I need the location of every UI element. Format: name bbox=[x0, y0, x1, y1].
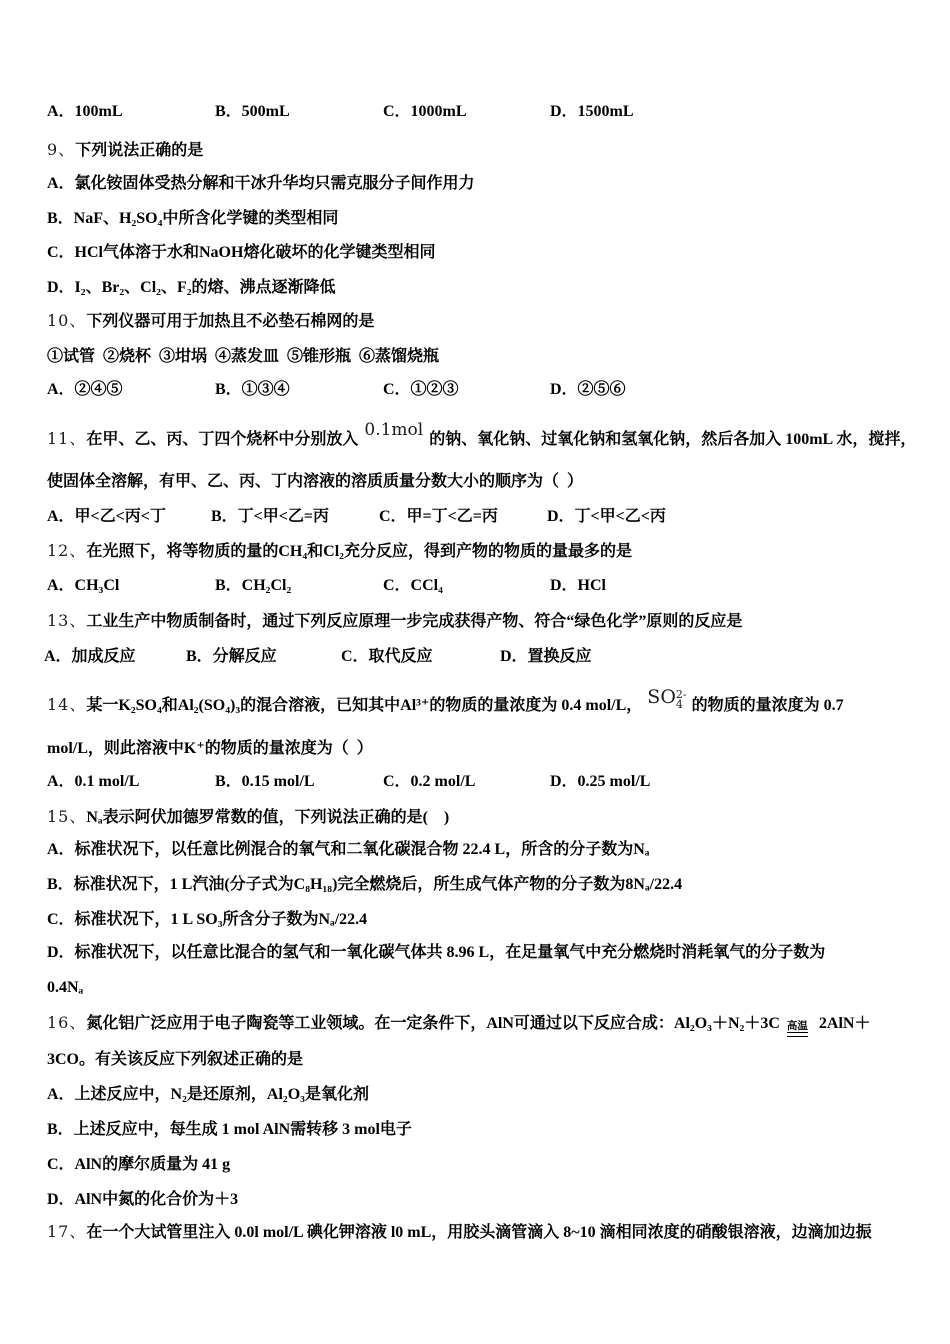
text-segment: D．HCl bbox=[550, 577, 607, 594]
text-segment: C．标准状况下，1 L SO₃所含分子数为Nₐ/22.4 bbox=[47, 911, 368, 928]
question-number: 9、 bbox=[47, 140, 76, 159]
inline-formula-raised: 0.1mol bbox=[364, 420, 424, 440]
question-14-options bbox=[0, 770, 950, 794]
text-segment: D．1500mL bbox=[550, 103, 634, 120]
question-14-stem bbox=[47, 686, 844, 714]
text-segment: D．0.25 mol/L bbox=[550, 773, 651, 790]
text-segment: A．100mL bbox=[47, 103, 123, 120]
condition-label: 高温 bbox=[786, 1021, 808, 1032]
text-segment: B．标准状况下，1 L汽油(分子式为C₈H₁₈)完全燃烧后，所生成气体产物的分子数为8Nₐ/22.4 bbox=[47, 876, 683, 893]
question-12-options-d bbox=[550, 574, 606, 598]
question-9-stem bbox=[47, 138, 203, 162]
text-segment: B．CH₂Cl₂ bbox=[215, 577, 292, 594]
text-segment: B．分解反应 bbox=[186, 648, 277, 665]
question-12-options-b bbox=[215, 574, 291, 598]
text-segment: C．HCl气体溶于水和NaOH熔化破坏的化学键类型相同 bbox=[47, 244, 436, 261]
text-segment: C．甲=丁<乙=丙 bbox=[379, 508, 498, 525]
question-14-options-c bbox=[383, 770, 475, 794]
question-16-stem bbox=[47, 1011, 870, 1035]
text-segment: B．0.15 mol/L bbox=[215, 773, 315, 790]
text-segment: B．①③④ bbox=[215, 381, 290, 398]
question-11-options-b bbox=[211, 505, 329, 529]
question-10-items bbox=[47, 345, 439, 369]
text-segment: ①试管 ②烧杯 ③坩埚 ④蒸发皿 ⑤锥形瓶 ⑥蒸馏烧瓶 bbox=[47, 348, 440, 365]
question-17-stem bbox=[47, 1220, 872, 1244]
question-number: 12、 bbox=[47, 541, 87, 560]
question-12-options bbox=[0, 574, 950, 598]
text-segment: D．②⑤⑥ bbox=[550, 381, 626, 398]
question-15-option-b bbox=[47, 873, 682, 897]
formula-subscript: 4 bbox=[675, 698, 683, 711]
text-segment: A．上述反应中，N₂是还原剂，Al₂O₃是氧化剂 bbox=[47, 1086, 369, 1103]
text-segment: 下列仪器可用于加热且不必垫石棉网的是 bbox=[86, 313, 375, 330]
formula-scripts bbox=[676, 690, 687, 710]
question-14-options-b bbox=[215, 770, 315, 794]
text-segment: A．标准状况下，以任意比例混合的氧气和二氧化碳混合物 22.4 L，所含的分子数为Nₐ bbox=[47, 841, 650, 858]
text-segment: C．CCl₄ bbox=[383, 577, 443, 594]
question-10-options-b bbox=[215, 378, 290, 402]
text-segment: 2AlN＋ bbox=[814, 1015, 871, 1032]
question-14-stem-2 bbox=[47, 737, 373, 761]
question-16-option-c bbox=[47, 1153, 230, 1177]
sulfate-ion-formula bbox=[647, 686, 686, 710]
question-13-stem bbox=[47, 609, 742, 633]
text-segment: C．取代反应 bbox=[341, 648, 433, 665]
text-segment: B．500mL bbox=[215, 103, 290, 120]
question-8-options bbox=[0, 100, 950, 124]
question-11-stem-2 bbox=[47, 470, 583, 494]
question-13-options-c bbox=[341, 645, 433, 669]
formula-superscript: 2- bbox=[675, 688, 687, 701]
text-segment: C．AlN的摩尔质量为 41 g bbox=[47, 1156, 231, 1173]
question-10-options-c bbox=[383, 378, 459, 402]
question-8-options-a bbox=[47, 100, 123, 124]
text-segment: A．CH₃Cl bbox=[47, 577, 120, 594]
question-9-option-a bbox=[47, 172, 475, 196]
text-segment: D．AlN中氮的化合价为＋3 bbox=[47, 1191, 239, 1208]
text-segment: D．标准状况下，以任意比混合的氢气和一氧化碳气体共 8.96 L，在足量氧气中充分燃烧时消耗氧气的分子数为 bbox=[47, 944, 826, 961]
question-16-option-d bbox=[47, 1188, 238, 1212]
text-segment: D．置换反应 bbox=[500, 648, 592, 665]
text-segment: Nₐ表示阿伏加德罗常数的值，下列说法正确的是( ) bbox=[86, 809, 450, 826]
question-9-option-d bbox=[47, 276, 336, 300]
text-segment: 的钠、氧化钠、过氧化钠和氢氧化钠，然后各加入 100mL 水，搅拌， bbox=[429, 431, 917, 448]
question-9-option-b bbox=[47, 207, 338, 231]
formula-base: SO bbox=[647, 686, 676, 708]
question-13-options-d bbox=[500, 645, 592, 669]
question-15-stem bbox=[47, 805, 449, 829]
text-segment: A．②④⑤ bbox=[47, 381, 123, 398]
text-segment: B．上述反应中，每生成 1 mol AlN需转移 3 mol电子 bbox=[47, 1121, 412, 1138]
text-segment: 0.4Nₐ bbox=[47, 979, 84, 996]
question-11-options-c bbox=[379, 505, 498, 529]
question-14-options-d bbox=[550, 770, 650, 794]
text-segment: A．氯化铵固体受热分解和干冰升华均只需克服分子间作用力 bbox=[47, 175, 475, 192]
text-segment: 使固体全溶解，有甲、乙、丙、丁内溶液的溶质质量分数大小的顺序为（ ） bbox=[47, 473, 584, 490]
question-11-stem bbox=[47, 418, 917, 448]
question-13-options-b bbox=[186, 645, 277, 669]
question-13-options bbox=[0, 645, 950, 669]
text-segment: B．丁<甲<乙=丙 bbox=[211, 508, 330, 525]
text-segment: A．甲<乙<丙<丁 bbox=[47, 508, 166, 525]
text-segment: 在光照下，将等物质的量的CH₄和Cl₂充分反应，得到产物的物质的量最多的是 bbox=[86, 543, 632, 560]
text-segment: 在甲、乙、丙、丁四个烧杯中分别放入 bbox=[86, 431, 359, 448]
question-13-options-a bbox=[44, 645, 136, 669]
text-segment: D．I₂、Br₂、Cl₂、F₂的熔、沸点逐渐降低 bbox=[47, 279, 336, 296]
question-12-options-c bbox=[383, 574, 443, 598]
text-segment: A．0.1 mol/L bbox=[47, 773, 140, 790]
question-8-options-b bbox=[215, 100, 290, 124]
question-11-options bbox=[0, 505, 950, 529]
question-15-option-a bbox=[47, 838, 649, 862]
text-segment: B．NaF、H₂SO₄中所含化学键的类型相同 bbox=[47, 210, 339, 227]
question-number: 17、 bbox=[47, 1222, 87, 1241]
question-11-options-a bbox=[47, 505, 166, 529]
text-segment: 工业生产中物质制备时，通过下列反应原理一步完成获得产物、符合“绿色化学”原则的反应是 bbox=[86, 613, 743, 630]
text-segment: C．①②③ bbox=[383, 381, 459, 398]
question-number: 16、 bbox=[47, 1013, 87, 1032]
question-16-stem-2 bbox=[47, 1048, 303, 1072]
text-segment: D．丁<甲<乙<丙 bbox=[547, 508, 666, 525]
text-segment: 某一K₂SO₄和Al₂(SO₄)₃的混合溶液，已知其中Al³⁺的物质的量浓度为 0.4 mol/L， bbox=[86, 697, 643, 714]
question-number: 13、 bbox=[47, 611, 87, 630]
reaction-condition-high-temperature bbox=[784, 1021, 811, 1037]
question-12-options-a bbox=[47, 574, 119, 598]
text-segment: A．加成反应 bbox=[44, 648, 136, 665]
question-number: 10、 bbox=[47, 311, 87, 330]
question-10-options-a bbox=[47, 378, 123, 402]
question-number: 15、 bbox=[47, 807, 87, 826]
question-14-options-a bbox=[47, 770, 139, 794]
text-segment: mol/L，则此溶液中K⁺的物质的量浓度为（ ） bbox=[47, 740, 373, 757]
question-15-option-d-cont bbox=[47, 976, 83, 1000]
text-segment: 的物质的量浓度为 0.7 bbox=[691, 697, 844, 714]
question-15-option-c bbox=[47, 908, 367, 932]
question-number: 11、 bbox=[47, 429, 87, 448]
text-segment: 在一个大试管里注入 0.0l mol/L 碘化钾溶液 l0 mL，用胶头滴管滴入 8~10 滴相同浓度的硝酸银溶液，边滴加边振 bbox=[86, 1224, 872, 1241]
question-12-stem bbox=[47, 539, 632, 563]
text-segment: C．1000mL bbox=[383, 103, 467, 120]
text-segment: 下列说法正确的是 bbox=[75, 142, 204, 159]
text-segment: 3CO。有关该反应下列叙述正确的是 bbox=[47, 1051, 304, 1068]
question-8-options-c bbox=[383, 100, 467, 124]
question-10-options bbox=[0, 378, 950, 402]
question-8-options-d bbox=[550, 100, 634, 124]
text-segment: 氮化铝广泛应用于电子陶瓷等工业领域。在一定条件下，AlN可通过以下反应合成：Al₂O₃＋N₂＋3C bbox=[86, 1015, 780, 1032]
reaction-double-line bbox=[787, 1032, 808, 1037]
question-9-option-c bbox=[47, 241, 435, 265]
question-16-option-a bbox=[47, 1083, 369, 1107]
question-15-option-d bbox=[47, 941, 825, 965]
question-number: 14、 bbox=[47, 695, 87, 714]
question-11-options-d bbox=[547, 505, 666, 529]
text-segment: C．0.2 mol/L bbox=[383, 773, 476, 790]
question-10-stem bbox=[47, 309, 374, 333]
question-16-option-b bbox=[47, 1118, 412, 1142]
question-10-options-d bbox=[550, 378, 626, 402]
